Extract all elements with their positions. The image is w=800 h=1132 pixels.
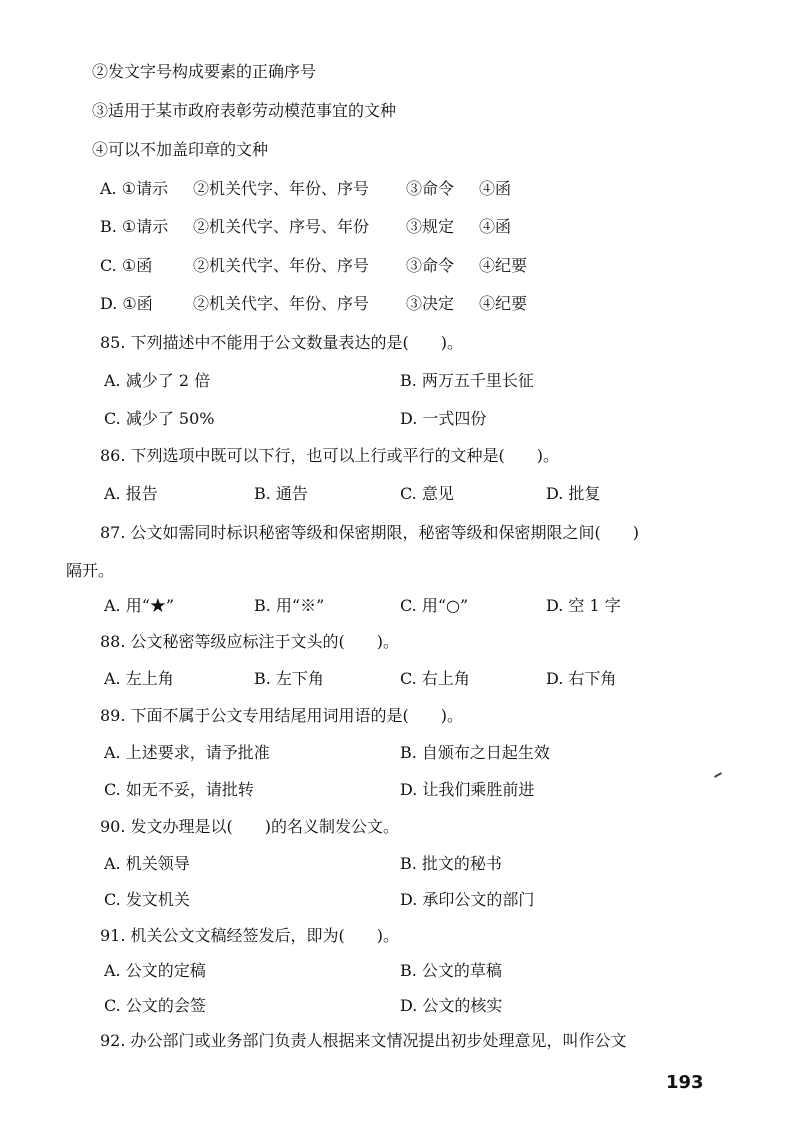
q85-option-d: D. 一式四份 <box>400 409 487 428</box>
q87-option-c: C. 用“○” <box>400 596 469 615</box>
q84-option-part: ③命令 <box>406 179 455 198</box>
q84-option-part: ③规定 <box>406 217 455 236</box>
scan-mark <box>714 772 722 778</box>
question-89-stem: 89. 下面不属于公文专用结尾用词用语的是( )。 <box>100 706 464 725</box>
q88-option-c: C. 右上角 <box>400 669 470 688</box>
q84-option-part: ④纪要 <box>479 294 528 313</box>
q85-option-b: B. 两万五千里长征 <box>400 371 534 390</box>
question-90-stem: 90. 发文办理是以( )的名义制发公文。 <box>100 817 400 836</box>
q84-option-part: ④函 <box>479 217 512 236</box>
q90-option-b: B. 批文的秘书 <box>400 854 502 873</box>
q84-option-part: ②机关代字、序号、年份 <box>193 217 370 236</box>
question-86-stem: 86. 下列选项中既可以下行，也可以上行或平行的文种是( )。 <box>100 446 560 465</box>
q84-option-part: ③命令 <box>406 256 455 275</box>
q86-option-c: C. 意见 <box>400 484 454 503</box>
q87-option-a: A. 用“★” <box>104 596 175 615</box>
q91-option-d: D. 公文的核实 <box>400 996 503 1015</box>
q84-option-label: A. ①请示 <box>100 179 169 198</box>
q91-option-a: A. 公文的定稿 <box>104 961 206 980</box>
q84-option-part: ②机关代字、年份、序号 <box>193 294 370 313</box>
q90-option-d: D. 承印公文的部门 <box>400 890 535 909</box>
q88-option-a: A. 左上角 <box>104 669 174 688</box>
question-87-stem-line2: 隔开。 <box>66 561 115 580</box>
q84-option-part: ④函 <box>479 179 512 198</box>
q84-option-label: B. ①请示 <box>100 217 169 236</box>
intro-item-2: ②发文字号构成要素的正确序号 <box>92 62 317 81</box>
q87-option-d: D. 空 1 字 <box>546 596 621 615</box>
q91-option-c: C. 公文的会签 <box>104 996 206 1015</box>
intro-item-4: ④可以不加盖印章的文种 <box>92 140 269 159</box>
q86-option-b: B. 通告 <box>254 484 308 503</box>
question-91-stem: 91. 机关公文文稿经签发后，即为( )。 <box>100 926 400 945</box>
q88-option-d: D. 右下角 <box>546 669 617 688</box>
q84-option-label: D. ①函 <box>100 294 153 313</box>
q89-option-b: B. 自颁布之日起生效 <box>400 743 550 762</box>
q89-option-a: A. 上述要求，请予批准 <box>104 743 270 762</box>
q88-option-b: B. 左下角 <box>254 669 324 688</box>
question-85-stem: 85. 下列描述中不能用于公文数量表达的是( )。 <box>100 333 464 352</box>
question-87-stem-line1: 87. 公文如需同时标识秘密等级和保密期限，秘密等级和保密期限之间( ) <box>100 523 640 542</box>
q84-option-part: ④纪要 <box>479 256 528 275</box>
q84-option-label: C. ①函 <box>100 256 153 275</box>
intro-item-3: ③适用于某市政府表彰劳动模范事宜的文种 <box>92 101 397 120</box>
q90-option-c: C. 发文机关 <box>104 890 190 909</box>
q89-option-d: D. 让我们乘胜前进 <box>400 780 535 799</box>
q84-option-part: ②机关代字、年份、序号 <box>193 256 370 275</box>
q90-option-a: A. 机关领导 <box>104 854 190 873</box>
q86-option-d: D. 批复 <box>546 484 601 503</box>
q87-option-b: B. 用“※” <box>254 596 325 615</box>
question-88-stem: 88. 公文秘密等级应标注于文头的( )。 <box>100 632 400 651</box>
q85-option-a: A. 减少了 2 倍 <box>104 371 211 390</box>
question-92-stem: 92. 办公部门或业务部门负责人根据来文情况提出初步处理意见，叫作公文 <box>100 1031 627 1050</box>
page-number: 193 <box>666 1072 704 1093</box>
q85-option-c: C. 减少了 50% <box>104 409 215 428</box>
q91-option-b: B. 公文的草稿 <box>400 961 502 980</box>
q84-option-part: ③决定 <box>406 294 455 313</box>
q84-option-part: ②机关代字、年份、序号 <box>193 179 370 198</box>
q89-option-c: C. 如无不妥，请批转 <box>104 780 254 799</box>
q86-option-a: A. 报告 <box>104 484 158 503</box>
